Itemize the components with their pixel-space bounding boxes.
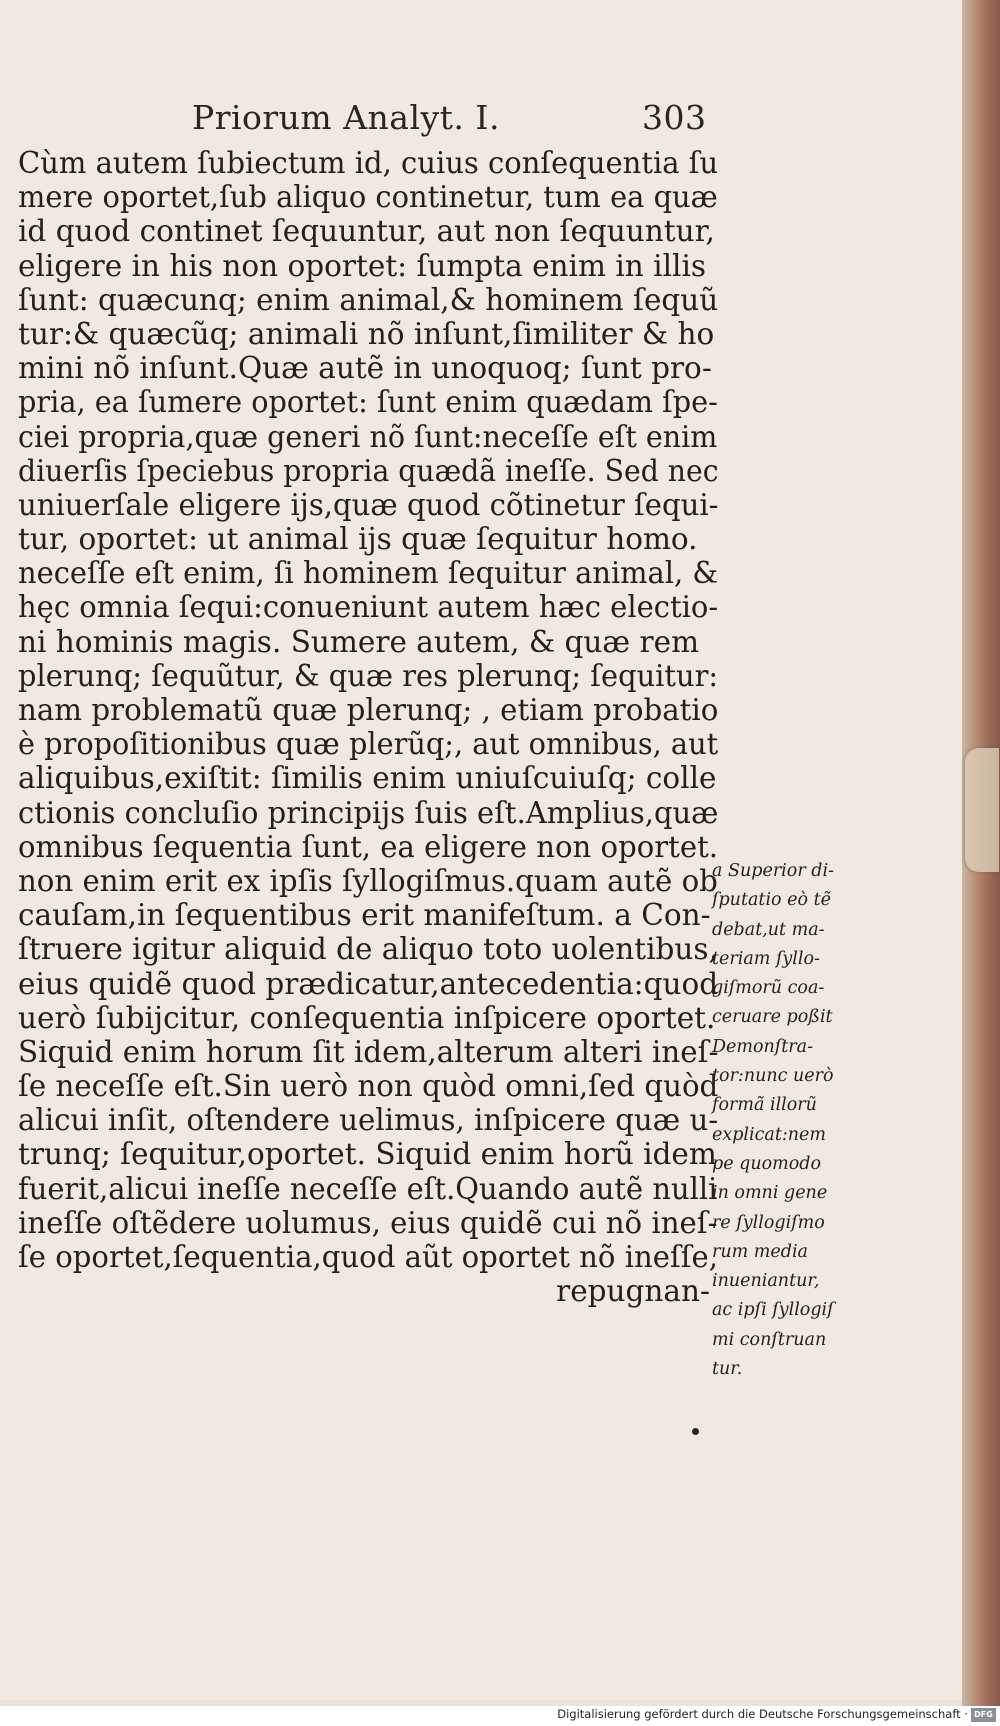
marginal-note-line: Demonſtra- <box>712 1036 814 1057</box>
running-header <box>192 98 732 142</box>
marginal-note-line: giſmorũ coa- <box>712 978 825 999</box>
main-text-block <box>18 146 718 1308</box>
marginal-note-line: ac ipſi ſyllogiſ <box>712 1300 834 1321</box>
page-tab-marker <box>965 748 999 872</box>
digitization-credit: Digitalisierung gefördert durch die Deutsche Forschungsgemeinschaft · <box>557 1707 968 1721</box>
text-line: ctionis concluſio principijs ſuis eſt.Amplius,quæ <box>18 795 719 830</box>
text-line: ineſſe oſtẽdere uolumus, eius quidẽ cui nõ ineſ- <box>18 1205 718 1240</box>
marginal-note-line: explicat:nem <box>712 1124 827 1145</box>
marginal-note-line: ſputatio eò tẽ <box>712 890 831 911</box>
marginal-note-line: pe quomodo <box>712 1153 821 1174</box>
marginal-note-line: re ſyllogiſmo <box>712 1212 825 1233</box>
text-line: non enim erit ex ipſis ſyllogiſmus.quam autẽ ob <box>18 863 718 898</box>
marginal-note-line: tor:nunc uerò <box>712 1066 834 1087</box>
text-line: eius quidẽ quod prædicatur,antecedentia:quod <box>18 966 719 1001</box>
text-line: hęc omnia ſequi:conueniunt autem hæc electio- <box>18 590 719 625</box>
text-line: ſe neceſſe eſt.Sin uerò non quòd omni,ſed quòd <box>18 1069 719 1104</box>
running-title: Priorum Analyt. I. <box>192 98 500 137</box>
text-line: ciei propria,quæ generi nõ ſunt:neceſſe eſt enim <box>18 419 718 454</box>
text-line: ni hominis magis. Sumere autem, & quæ rem <box>18 624 700 659</box>
marginal-note-line: tur. <box>712 1359 743 1380</box>
text-line: uerò ſubijcitur, conſequentia inſpicere oportet. <box>18 1000 716 1035</box>
dfg-logo-icon: DFG <box>971 1708 996 1722</box>
marginal-note-line: inueniantur, <box>712 1271 820 1292</box>
text-line: Cùm autem ſubiectum id, cuius conſequentia ſu <box>18 146 719 180</box>
ornament-dot <box>692 1428 699 1435</box>
text-line: mere oportet,ſub aliquo continetur, tum ea quæ <box>18 180 718 215</box>
catchword: repugnan- <box>556 1274 710 1309</box>
marginal-note-line: ceruare poßit <box>712 1007 833 1028</box>
text-line: uniuerſale eligere ijs,quæ quod cõtinetur ſequi- <box>18 487 719 522</box>
text-line: omnibus ſequentia ſunt, ea eligere non oportet. <box>18 829 719 864</box>
marginal-note <box>712 857 862 1384</box>
text-line: tur:& quæcũq; animali nõ inſunt,ſimiliter & ho <box>18 316 715 351</box>
text-line: mini nõ inſunt.Quæ autẽ in unoquoq; ſunt pro- <box>18 351 712 386</box>
marginal-note-line: mi conſtruan <box>712 1329 827 1350</box>
text-line: trunq; ſequitur,oportet. Siquid enim horũ idem <box>18 1137 717 1172</box>
page-number: 303 <box>642 98 707 137</box>
text-line: tur, oportet: ut animal ijs quæ ſequitur homo. <box>18 522 698 557</box>
text-line: plerunq; ſequũtur, & quæ res plerunq; ſequitur: <box>18 658 719 693</box>
text-line: eligere in his non oportet: ſumpta enim in illis <box>18 248 707 283</box>
text-line: ſunt: quæcunq; enim animal,& hominem ſequũ <box>18 282 719 317</box>
text-line: fuerit,alicui ineſſe neceſſe eſt.Quando autẽ nulli <box>18 1171 718 1206</box>
text-line: nam problematũ quæ plerunq; , etiam probatio <box>18 693 719 727</box>
text-line: ſtruere igitur aliquid de aliquo toto uolentibus, <box>18 932 718 967</box>
marginal-note-line: a Superior di- <box>712 861 834 881</box>
text-line: pria, ea ſumere oportet: ſunt enim quædam ſpe- <box>18 385 718 420</box>
marginal-note-line: in omni gene <box>712 1183 828 1204</box>
text-line: neceſſe eſt enim, ſi hominem ſequitur animal, & <box>18 556 719 591</box>
text-line: diuerſis ſpeciebus propria quædã ineſſe. Sed nec <box>18 453 719 488</box>
marginal-note-line: formã illorũ <box>712 1095 817 1116</box>
marginal-note-line: debat,ut ma- <box>712 919 825 940</box>
marginal-note-line: rum media <box>712 1241 808 1262</box>
text-line: è propoſitionibus quæ plerũq;, aut omnibus, aut <box>18 727 719 762</box>
text-line: aliquibus,exiſtit: ſimilis enim uniuſcuiuſq; colle <box>18 761 717 796</box>
text-line: id quod continet ſequuntur, aut non ſequuntur, <box>18 214 715 249</box>
marginal-note-line: teriam ſyllo- <box>712 948 820 969</box>
text-line: cauſam,in ſequentibus erit manifeſtum. a Con- <box>18 898 711 933</box>
text-line: alicui inſit, oſtendere uelimus, inſpicere quæ u- <box>18 1103 719 1138</box>
text-line: Siquid enim horum ſit idem,alterum alteri ineſ- <box>18 1034 719 1069</box>
text-line: ſe oportet,ſequentia,quod aũt oportet nõ ineſſe, <box>18 1240 719 1274</box>
